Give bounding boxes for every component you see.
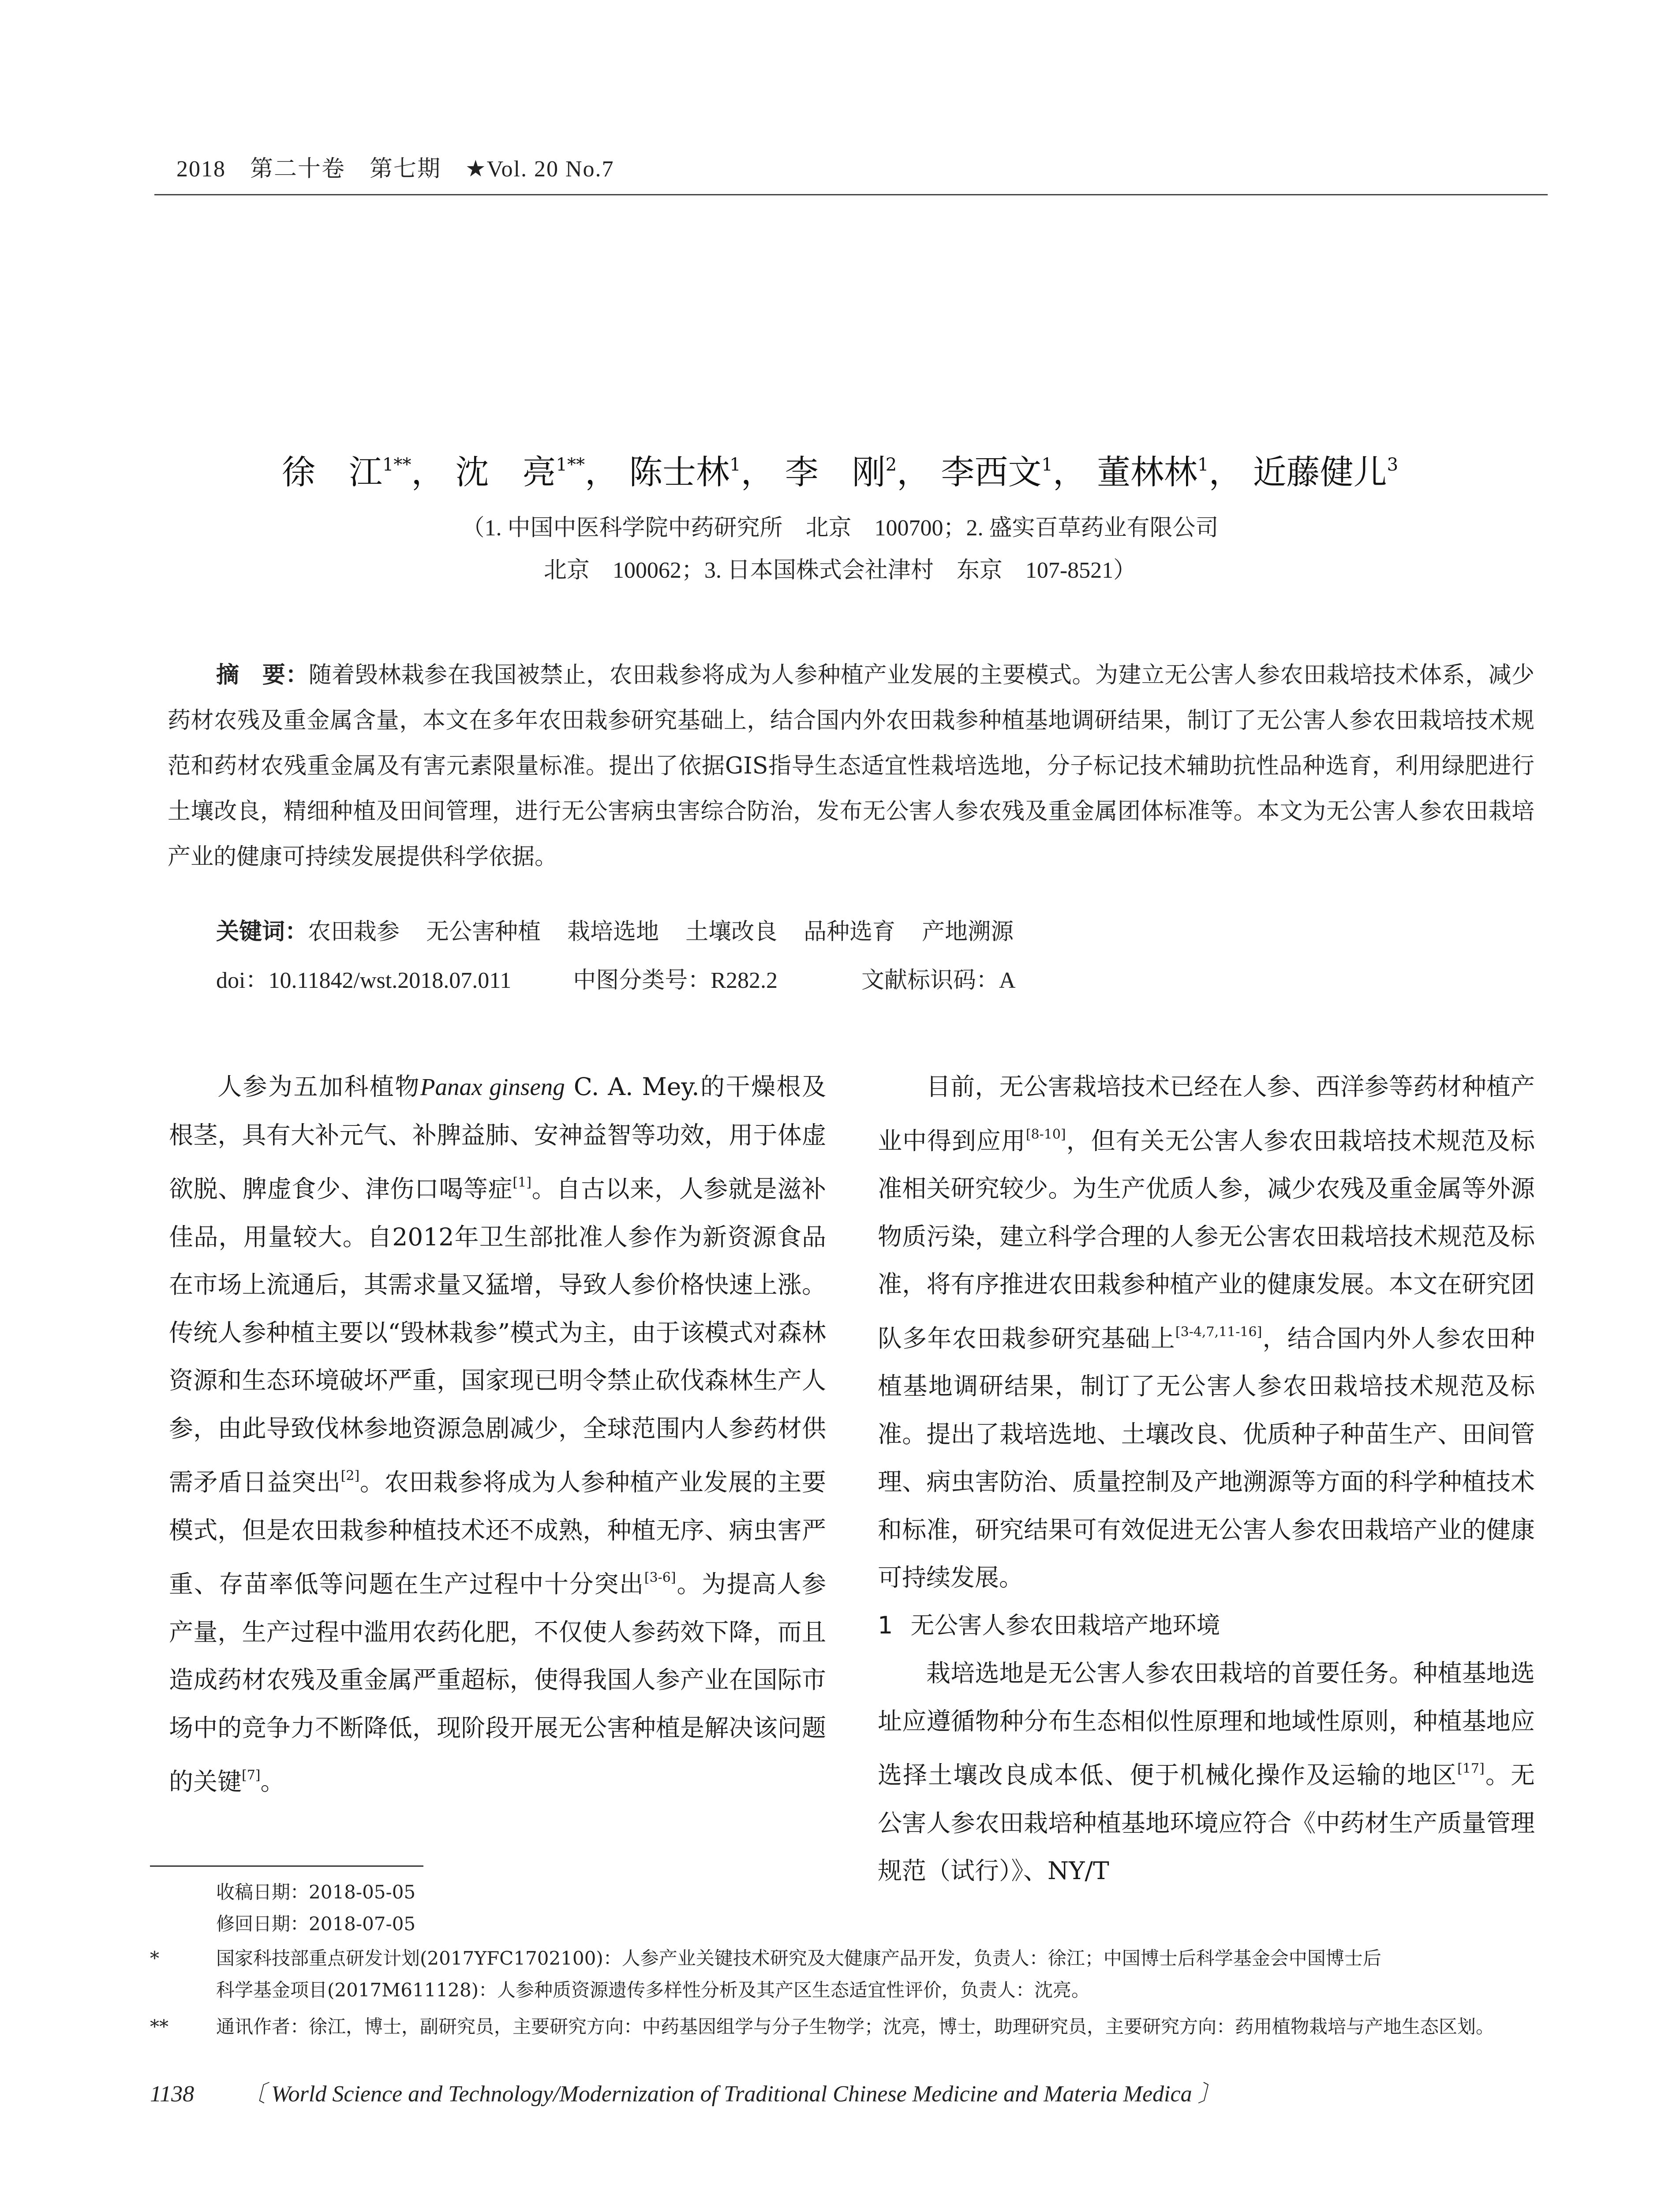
page-footer bbox=[150, 2075, 1221, 2108]
section-number: 1 bbox=[878, 1611, 893, 1639]
header-rule bbox=[154, 194, 1548, 195]
keyword: 产地溯源 bbox=[922, 919, 1014, 945]
body-column-left bbox=[169, 1063, 826, 1806]
header-year: 2018 bbox=[176, 157, 226, 182]
author: 近藤健儿$^3$ bbox=[1253, 452, 1399, 492]
revised-date: 修回日期：2018-07-05 bbox=[216, 1913, 416, 1935]
affiliations bbox=[265, 507, 1415, 592]
header-volume: 第二十卷 bbox=[250, 157, 346, 182]
citation[interactable]: [2] bbox=[340, 1468, 360, 1484]
author: 陈士林$^1$ bbox=[629, 452, 741, 492]
body-paragraph: 栽培选地是无公害人参农田栽培的首要任务。种植基地选址应遵循物种分布生态相似性原理和地域性原则，种植基地应选择土壤改良成本低、便于机械化操作及运输的地区[17]。无公害人参农田栽培种植基地环境应符合《中药材生产质量管理规范（试行）》、NY/T bbox=[878, 1659, 1535, 1885]
received-date: 收稿日期：2018-05-05 bbox=[216, 1881, 416, 1903]
affiliation-line: 北京 100062；3. 日本国株式会社津村 东京 107-8521） bbox=[543, 558, 1137, 583]
author: 李西文$^1$ bbox=[941, 452, 1053, 492]
keyword: 栽培选地 bbox=[567, 919, 659, 945]
doi-line bbox=[216, 961, 1016, 994]
footnote-corresponding: ** 通讯作者：徐江，博士，副研究员，主要研究方向：中药基因组学与分子生物学；沈亮，博士，助理研究员，主要研究方向：药用植物栽培与产地生态区划。 bbox=[150, 2011, 1539, 2043]
body-paragraph: 目前，无公害栽培技术已经在人参、西洋参等药材种植产业中得到应用[8-10]，但有关无公害人参农田栽培技术规范及标准相关研究较少。为生产优质人参，减少农残及重金属等外源物质污染，建立科学合理的人参无公害农田栽培技术规范及标准，将有序推进农田栽参种植产业的健康发展。本文在研究团队多年农田栽参研究基础上[3-4,7,11-16]，结合国内外人参农田种植基地调研结果，制订了无公害人参农田栽培技术规范及标准。提出了栽培选地、土壤改良、优质种子种苗生产、田间管理、病虫害防治、质量控制及产地溯源等方面的科学种植技术和标准，研究结果可有效促进无公害人参农田栽培产业的健康可持续发展。 bbox=[878, 1073, 1535, 1592]
keywords bbox=[216, 913, 1040, 946]
citation[interactable]: [3-6] bbox=[644, 1570, 676, 1585]
footnote-funding: * 国家科技部重点研发计划(2017YFC1702100)：人参产业关键技术研究及大健康产品开发，负责人：徐江；中国博士后科学基金会中国博士后 科学基金项目(2017M611128)：人参种质资源遗传多样性分析及其产区生态适宜性评价，负责人：沈亮。 bbox=[150, 1943, 1539, 2006]
citation[interactable]: [8-10] bbox=[1025, 1126, 1066, 1142]
body-paragraph: 人参为五加科植物Panax ginseng C. A. Mey.的干燥根及根茎，具有大补元气、补脾益肺、安神益智等功效，用于体虚欲脱、脾虚食少、津伤口喝等症[1]。自古以来，人参就是滋补佳品，用量较大。自2012年卫生部批准人参作为新资源食品在市场上流通后，其需求量又猛增，导致人参价格快速上涨。传统人参种植主要以“毁林栽参”模式为主，由于该模式对森林资源和生态环境破坏严重，国家现已明令禁止砍伐森林生产人参，由此导致伐林参地资源急剧减少，全球范围内人参药材供需矛盾日益突出[2]。农田栽参将成为人参种植产业发展的主要模式，但是农田栽参种植技术还不成熟，种植无序、病虫害严重、存苗率低等问题在生产过程中十分突出[3-6]。为提高人参产量，生产过程中滥用农药化肥，不仅使人参药效下降，而且造成药材农残及重金属严重超标，使得我国人参产业在国际市场中的竞争力不断降低，现阶段开展无公害种植是解决该问题的关键[7]。 bbox=[169, 1073, 826, 1796]
keyword: 土壤改良 bbox=[685, 919, 778, 945]
author: 董林林$^1$ bbox=[1097, 452, 1209, 492]
author-list: 徐 江$^{1**}$， 沈 亮$^{1**}$， 陈士林$^1$， 李 刚$^2$， 李西文$^1$， 董林林$^1$， 近藤健儿$^3$ bbox=[281, 452, 1399, 492]
page-number: 1138 bbox=[150, 2082, 195, 2107]
classification-number: 中图分类号：R282.2 bbox=[573, 968, 778, 993]
author: 沈 亮$^{1**}$ bbox=[455, 452, 585, 492]
doi[interactable]: doi：10.11842/wst.2018.07.011 bbox=[216, 968, 512, 993]
section-heading bbox=[878, 1602, 1535, 1650]
latin-name: Panax ginseng bbox=[420, 1073, 565, 1100]
section-title: 无公害人参农田栽培产地环境 bbox=[910, 1611, 1220, 1639]
author: 徐 江$^{1**}$ bbox=[281, 452, 412, 492]
journal-name: 〔 World Science and Technology/Modernization of Traditional Chinese Medicine and Materia Medica 〕 bbox=[243, 2082, 1221, 2107]
abstract-text: 随着毁林栽参在我国被禁止，农田栽参将成为人参种植产业发展的主要模式。为建立无公害人参农田栽培技术体系，减少药材农残及重金属含量，本文在多年农田栽参研究基础上，结合国内外农田栽参种植基地调研结果，制订了无公害人参农田栽培技术规范和药材农残重金属及有害元素限量标准。提出了依据GIS指导生态适宜性栽培选地，分子标记技术辅助抗性品种选育，利用绿肥进行土壤改良，精细种植及田间管理，进行无公害病虫害综合防治，发布无公害人参农残及重金属团体标准等。本文为无公害人参农田栽培产业的健康可持续发展提供科学依据。 bbox=[168, 662, 1534, 870]
header-issue: 第七期 bbox=[370, 157, 442, 182]
body-column-right bbox=[878, 1063, 1535, 1895]
footnote-mark: * bbox=[150, 1947, 159, 1969]
citation[interactable]: [17] bbox=[1457, 1761, 1485, 1776]
running-header bbox=[176, 150, 632, 183]
keyword: 无公害种植 bbox=[426, 919, 541, 945]
author: 李 刚$^2$ bbox=[785, 452, 897, 492]
footnote-mark: ** bbox=[150, 2016, 168, 2037]
footnote-dates bbox=[216, 1876, 415, 1940]
affiliation-line: （1. 中国中医科学院中药研究所 北京 100700；2. 盛实百草药业有限公司 bbox=[461, 516, 1219, 541]
citation[interactable]: [7] bbox=[242, 1768, 261, 1783]
citation[interactable]: [3-4,7,11-16] bbox=[1175, 1324, 1262, 1340]
abstract bbox=[168, 653, 1534, 880]
footnote-rule bbox=[150, 1865, 423, 1867]
citation[interactable]: [1] bbox=[513, 1175, 531, 1190]
keyword: 农田栽参 bbox=[308, 919, 400, 945]
keywords-label: 关键词： bbox=[216, 919, 308, 945]
keyword: 品种选育 bbox=[804, 919, 896, 945]
document-code: 文献标识码：A bbox=[861, 968, 1016, 993]
abstract-label: 摘 要： bbox=[216, 662, 309, 688]
header-vol-en: ★Vol. 20 No.7 bbox=[465, 157, 614, 182]
